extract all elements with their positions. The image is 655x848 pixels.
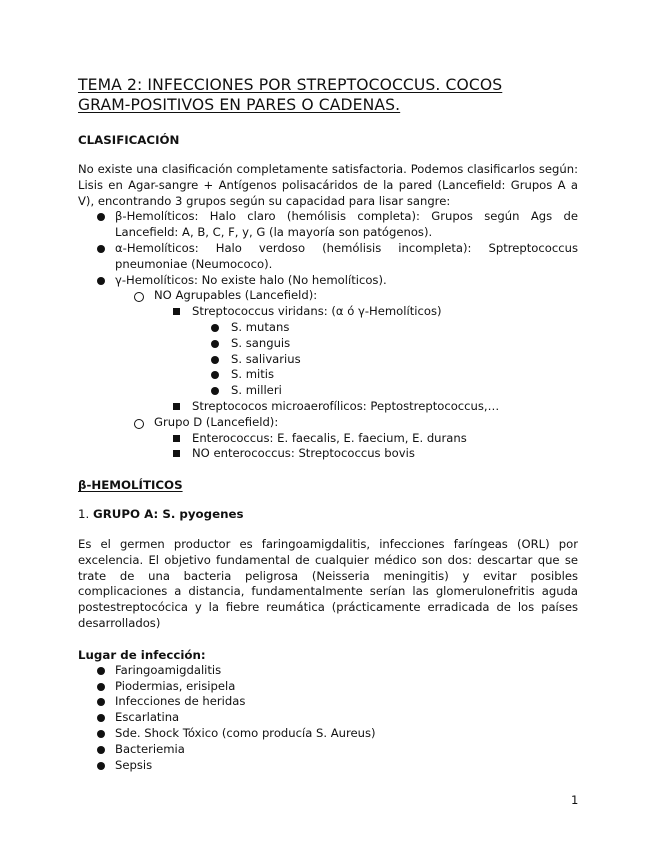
list-item-grupo-d: Grupo D (Lancefield): [78,415,578,431]
list-item: Sde. Shock Tóxico (como producía S. Aureus) [78,726,578,742]
list-item: Bacteriemia [78,742,578,758]
list-item-species: S. mitis [78,367,578,383]
page-number: 1 [571,793,579,807]
square-bullet-icon [173,446,180,463]
group-a-paragraph: Es el germen productor es faringoamigdalitis, infecciones faríngeas (ORL) por excelencia. El objetivo fundamental de cualquier médico son dos: descartar que se trate de una bacteria peligrosa (Neisseria meningitis) y evitar posibles complicaciones a distancia, fundamentalmente serían las glomerulonefritis aguda postestreptocócica y la fiebre reumática (prácticamente erradicada de los países desarrollados) [78,536,578,630]
page-content [78,75,578,773]
bullet-icon [211,352,219,369]
title-line-1: TEMA 2: INFECCIONES POR STREPTOCOCCUS. COCOS [78,76,503,94]
bullet-icon [97,710,105,727]
group-a-heading: 1. GRUPO A: S. pyogenes [78,507,244,522]
list-item-beta: β-Hemolíticos: Halo claro (hemólisis completa): Grupos según Ags de Lancefield: A, B, C, F, y, G (la mayoría son patógenos). [78,209,578,241]
hemolysis-list [78,209,578,462]
lugar-infeccion-heading: Lugar de infección: [78,647,206,662]
bullet-icon [97,726,105,743]
list-item-alpha: α-Hemolíticos: Halo verdoso (hemólisis incompleta): Sptreptococcus pneumoniae (Neumococo). [78,241,578,273]
square-bullet-icon [173,431,180,448]
list-item-species: S. mutans [78,320,578,336]
list-item-no-enterococcus: NO enterococcus: Streptococcus bovis [78,446,578,462]
bullet-icon [97,694,105,711]
list-item: Piodermias, erisipela [78,679,578,695]
list-item-species: S. salivarius [78,352,578,368]
square-bullet-icon [173,304,180,321]
bullet-icon [211,383,219,400]
list-item-no-agrupables: NO Agrupables (Lancefield): [78,288,578,304]
bullet-icon [211,367,219,384]
list-item-gamma: γ-Hemolíticos: No existe halo (No hemolíticos). [78,273,578,289]
list-item: Sepsis [78,758,578,774]
list-item-viridans: Streptococcus viridans: (α ó γ-Hemolíticos) [78,304,578,320]
list-item-species: S. sanguis [78,336,578,352]
title-line-2: GRAM-POSITIVOS EN PARES O CADENAS. [78,96,401,114]
list-item: Infecciones de heridas [78,694,578,710]
list-item-microaero: Streptococos microaerofílicos: Peptostreptococcus,… [78,399,578,415]
clasificacion-heading: CLASIFICACIÓN [78,133,180,147]
clasificacion-intro: No existe una clasificación completamente satisfactoria. Podemos clasificarlos según: Lisis en Agar-sangre + Antígenos polisacáridos de la pared (Lancefield: Grupos A a V), encontrando 3 grupos según su capacidad para lisar sangre: [78,162,578,208]
bullet-icon [97,663,105,680]
list-item-enterococcus: Enterococcus: E. faecalis, E. faecium, E. durans [78,431,578,447]
bullet-icon [97,758,105,775]
bullet-icon [211,336,219,353]
list-item: Faringoamigdalitis [78,663,578,679]
bullet-icon [97,273,105,290]
bullet-icon [97,209,105,226]
list-item-species: S. milleri [78,383,578,399]
bullet-icon [97,742,105,759]
lugar-infeccion-list [78,663,578,774]
bullet-icon [97,241,105,258]
bullet-icon [97,679,105,696]
bullet-icon [211,320,219,337]
document-title [78,75,578,115]
square-bullet-icon [173,399,180,416]
list-item: Escarlatina [78,710,578,726]
beta-hemoliticos-heading: β-HEMOLÍTICOS [78,478,183,493]
